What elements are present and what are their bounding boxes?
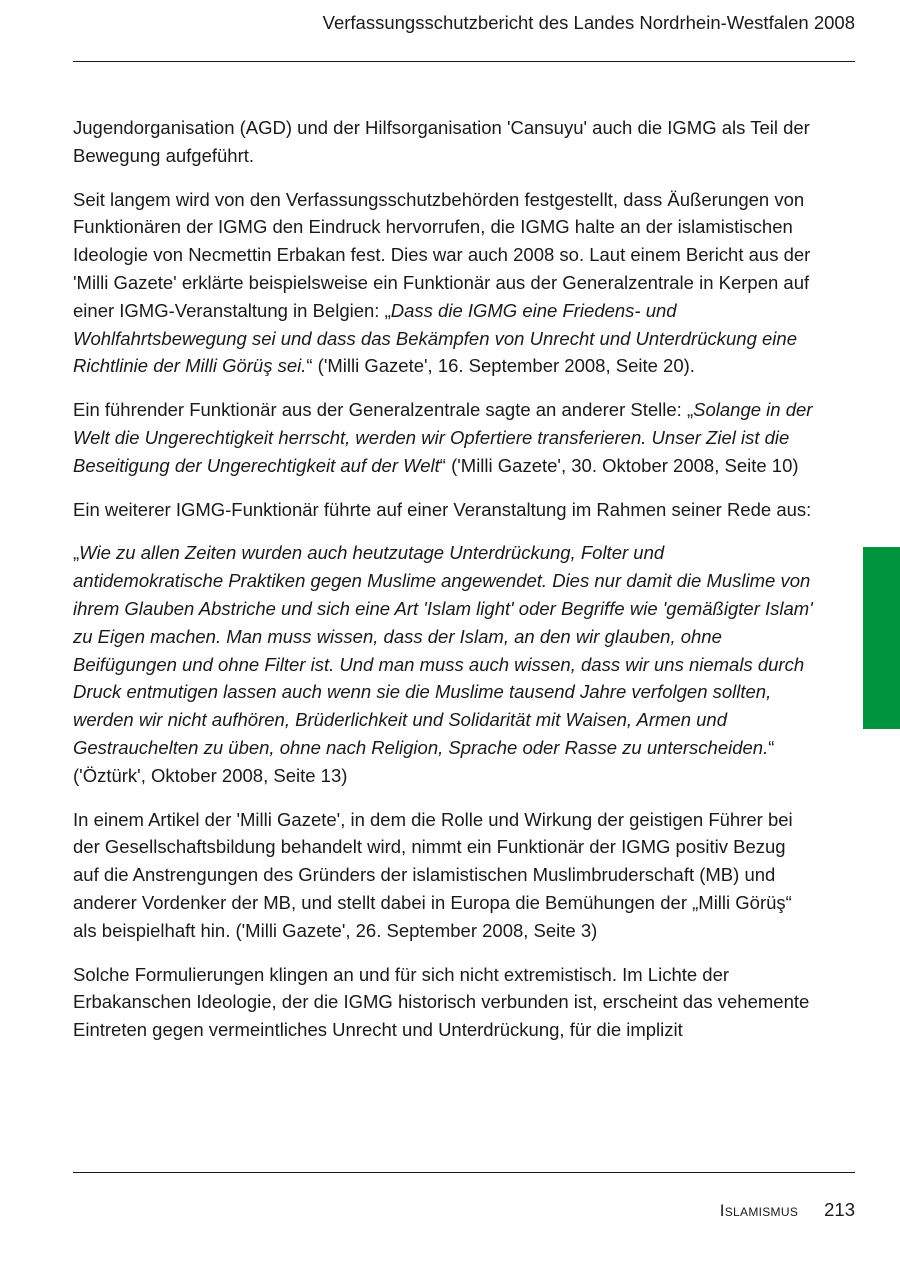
paragraph-1: Jugendorganisation (AGD) und der Hilfsorganisation 'Cansuyu' auch die IGMG als Teil der Bewegung aufgeführt. xyxy=(73,117,810,166)
paragraph-5-blockquote xyxy=(73,539,813,789)
footer-divider xyxy=(73,1172,855,1173)
paragraph-2-quote: Dass die IGMG eine Friedens- und Wohlfahrtsbewegung sei und dass das Bekämpfen von Unrecht und Unterdrückung eine Richtlinie der Milli Görüş sei. xyxy=(73,299,797,377)
header-divider xyxy=(73,61,855,62)
paragraph-5-open-quote: „ xyxy=(73,542,80,564)
paragraph-7: Solche Formulierungen klingen an und für sich nicht extremistisch. Im Lichte der Erbakanschen Ideologie, der die IGMG historisch verbunden ist, erscheint das vehemente Eintreten gegen vermeintliches Unrecht und Unterdrückung, für die implizit xyxy=(73,963,810,1041)
paragraph-3-citation: “ ('Milli Gazete', 30. Oktober 2008, Seite 10) xyxy=(439,454,799,476)
page-header-title: Verfassungsschutzbericht des Landes Nordrhein-Westfalen 2008 xyxy=(322,12,855,33)
page-footer xyxy=(720,1199,855,1221)
body-text xyxy=(73,114,813,1060)
footer-section-label: Islamismus xyxy=(719,1201,799,1220)
paragraph-3 xyxy=(73,396,813,479)
page-number: 213 xyxy=(824,1199,855,1220)
paragraph-6: In einem Artikel der 'Milli Gazete', in dem die Rolle und Wirkung der geistigen Führer bei der Gesellschaftsbildung behandelt wird, nimmt ein Funktionär der IGMG positiv Bezug auf die Anstrengungen des Gründers der islamistischen Muslimbruderschaft (MB) und anderer Vordenker der MB, und stellt dabei in Europa die Bemühungen der „Milli Görüş“ als beispielhaft hin. ('Milli Gazete', 26. September 2008, Seite 3) xyxy=(73,808,793,941)
section-color-tab xyxy=(863,547,900,729)
paragraph-5-quote: Wie zu allen Zeiten wurden auch heutzutage Unterdrückung, Folter und antidemokratische Praktiken gegen Muslime angewendet. Dies nur damit die Muslime von ihrem Glauben Abstriche und sich eine Art 'Islam light' oder Begriffe wie 'gemäßigter Islam' zu Eigen machen. Man muss wissen, dass der Islam, an den wir glauben, ohne Beifügungen und ohne Filter ist. Und man muss auch wissen, dass wir uns niemals durch Druck entmutigen lassen auch wenn sie die Muslime tausend Jahre verfolgen sollten, werden wir nicht aufhören, Brüderlichkeit und Solidarität mit Waisen, Armen und Gestrauchelten zu üben, ohne nach Religion, Sprache oder Rasse zu unterscheiden. xyxy=(73,542,813,758)
paragraph-3-lead: Ein führender Funktionär aus der Generalzentrale sagte an anderer Stelle: „ xyxy=(73,399,694,421)
paragraph-3-quote: Solange in der Welt die Ungerechtigkeit herrscht, werden wir Opfertiere transferieren. Unser Ziel ist die Beseitigung der Ungerechtigkeit auf der Welt xyxy=(73,399,813,476)
paragraph-5-citation: “ ('Öztürk', Oktober 2008, Seite 13) xyxy=(73,736,775,786)
paragraph-2-citation: “ ('Milli Gazete', 16. September 2008, Seite 20). xyxy=(306,355,695,377)
paragraph-4: Ein weiterer IGMG-Funktionär führte auf einer Veranstaltung im Rahmen seiner Rede aus: xyxy=(73,498,812,520)
paragraph-2 xyxy=(73,186,813,381)
paragraph-2-lead: Seit langem wird von den Verfassungsschutzbehörden festgestellt, dass Äußerungen von Funktionären der IGMG den Eindruck hervorrufen, die IGMG halte an der islamistischen Ideologie von Necmettin Erbakan fest. Dies war auch 2008 so. Laut einem Bericht aus der 'Milli Gazete' erklärte beispielsweise ein Funktionär aus der Generalzentrale in Kerpen auf einer IGMG-Veranstaltung in Belgien: „ xyxy=(73,188,811,321)
